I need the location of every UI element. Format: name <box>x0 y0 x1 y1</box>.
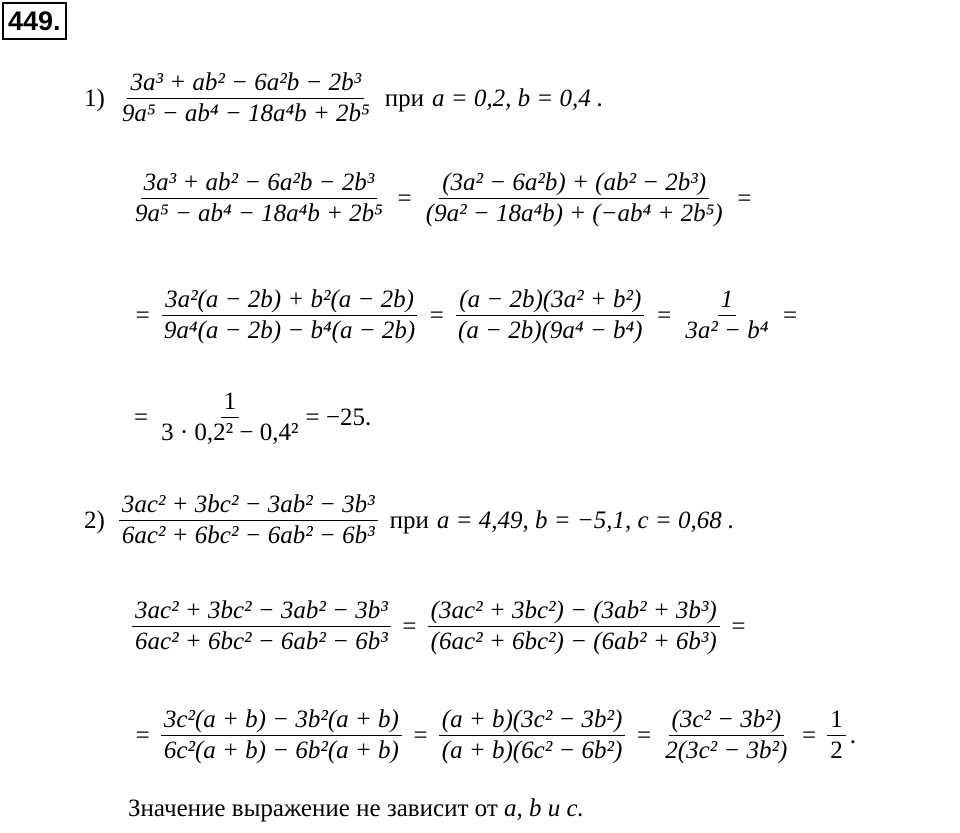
part2-fraction <box>119 490 378 551</box>
equals-sign: = <box>134 403 149 431</box>
part2-statement <box>84 490 734 551</box>
equals-sign: = <box>134 721 151 749</box>
period: . <box>849 721 856 749</box>
part2-step2-frac-d <box>827 705 846 766</box>
part2-numerator: 3ac² + 3bc² − 3ab² − 3b³ <box>119 490 378 521</box>
part2-step1-frac-a <box>132 596 391 657</box>
part1-step3-den: 3 · 0,2² − 0,4² <box>161 419 299 446</box>
part2-step2-den-c: 2(3c² − 3b²) <box>665 737 788 764</box>
equals-sign: = <box>411 721 429 749</box>
equals-sign: = <box>400 612 418 640</box>
equals-sign: = <box>781 301 799 329</box>
part2-denominator: 6ac² + 6bc² − 6ab² − 6b³ <box>121 522 375 549</box>
part1-step2-den-c: 3a² − b⁴ <box>685 317 769 344</box>
part2-step1-frac-b <box>428 596 720 657</box>
equals-sign: = <box>428 301 446 329</box>
part2-step2-den-d: 2 <box>830 737 843 764</box>
part2-step2-frac-b <box>439 705 626 766</box>
part1-step1 <box>128 168 759 229</box>
part2-values: a = 4,49, b = −5,1, c = 0,68 . <box>436 506 735 534</box>
part1-numerator: 3a³ + ab² − 6a²b − 2b³ <box>127 68 364 99</box>
part1-result: = −25. <box>305 403 372 431</box>
equals-sign: = <box>134 301 151 329</box>
part1-step2-num-c: 1 <box>718 285 737 316</box>
part2-step1-den-b: (6ac² + 6bc²) − (6ab² + 6b³) <box>430 628 717 655</box>
part2-step2-frac-a <box>161 705 402 766</box>
part1-denominator: 9a⁵ − ab⁴ − 18a⁴b + 2b⁵ <box>121 100 370 127</box>
part2-step1-den-a: 6ac² + 6bc² − 6ab² − 6b³ <box>135 628 388 655</box>
part1-step3 <box>128 387 371 448</box>
part2-step2-den-a: 6c²(a + b) − 6b²(a + b) <box>163 737 399 764</box>
part1-step2-frac-c <box>682 285 771 346</box>
conclusion <box>128 795 584 823</box>
part2-step2-den-b: (a + b)(6c² − 6b²) <box>441 737 623 764</box>
part1-step3-frac <box>158 387 301 448</box>
problem-number: 449. <box>2 2 67 40</box>
part2-step2-num-c: (3c² − 3b²) <box>669 705 785 736</box>
part1-step2-frac-a <box>161 285 418 346</box>
part1-at-word: при <box>384 84 424 112</box>
part1-fraction <box>119 68 373 129</box>
part2-step1-num-b: (3ac² + 3bc²) − (3ab² + 3b³) <box>428 596 720 627</box>
part1-step1-frac-a <box>132 168 386 229</box>
equals-sign: = <box>655 301 673 329</box>
part2-step2-num-d: 1 <box>827 705 846 736</box>
part2-step1-num-a: 3ac² + 3bc² − 3ab² − 3b³ <box>132 596 391 627</box>
part1-step1-num-b: (3a² − 6a²b) + (ab² − 2b³) <box>439 168 709 199</box>
part1-step1-den-a: 9a⁵ − ab⁴ − 18a⁴b + 2b⁵ <box>135 200 383 227</box>
part1-step2-num-b: (a − 2b)(3a² + b²) <box>456 285 644 316</box>
part2-step2 <box>128 705 856 766</box>
equals-sign: = <box>735 184 753 212</box>
part1-step2-den-a: 9a⁴(a − 2b) − b⁴(a − 2b) <box>163 317 416 344</box>
part1-values: a = 0,2, b = 0,4 . <box>431 84 604 112</box>
part1-step2-den-b: (a − 2b)(9a⁴ − b⁴) <box>458 317 643 344</box>
part1-step3-num: 1 <box>221 387 240 418</box>
part1-step1-den-b: (9a² − 18a⁴b) + (−ab⁴ + 2b⁵) <box>425 200 723 227</box>
part2-step2-num-b: (a + b)(3c² − 3b²) <box>439 705 626 736</box>
part2-step1 <box>128 596 753 657</box>
equals-sign: = <box>395 184 413 212</box>
equals-sign: = <box>635 721 653 749</box>
part1-step2-frac-b <box>455 285 645 346</box>
equals-sign: = <box>800 721 818 749</box>
part2-label: 2) <box>84 506 105 534</box>
equals-sign: = <box>729 612 747 640</box>
part2-at-word: при <box>389 506 429 534</box>
part1-label: 1) <box>84 84 105 112</box>
conclusion-prefix: Значение выражение не зависит от <box>128 795 498 822</box>
part1-step1-frac-b <box>423 168 726 229</box>
conclusion-vars: a, b и c. <box>504 795 584 822</box>
part1-statement <box>84 68 603 129</box>
part2-step2-frac-c <box>662 705 790 766</box>
part1-step2 <box>128 285 804 346</box>
part1-step2-num-a: 3a²(a − 2b) + b²(a − 2b) <box>162 285 417 316</box>
part2-step2-num-a: 3c²(a + b) − 3b²(a + b) <box>161 705 402 736</box>
part1-step1-num-a: 3a³ + ab² − 6a²b − 2b³ <box>141 168 378 199</box>
